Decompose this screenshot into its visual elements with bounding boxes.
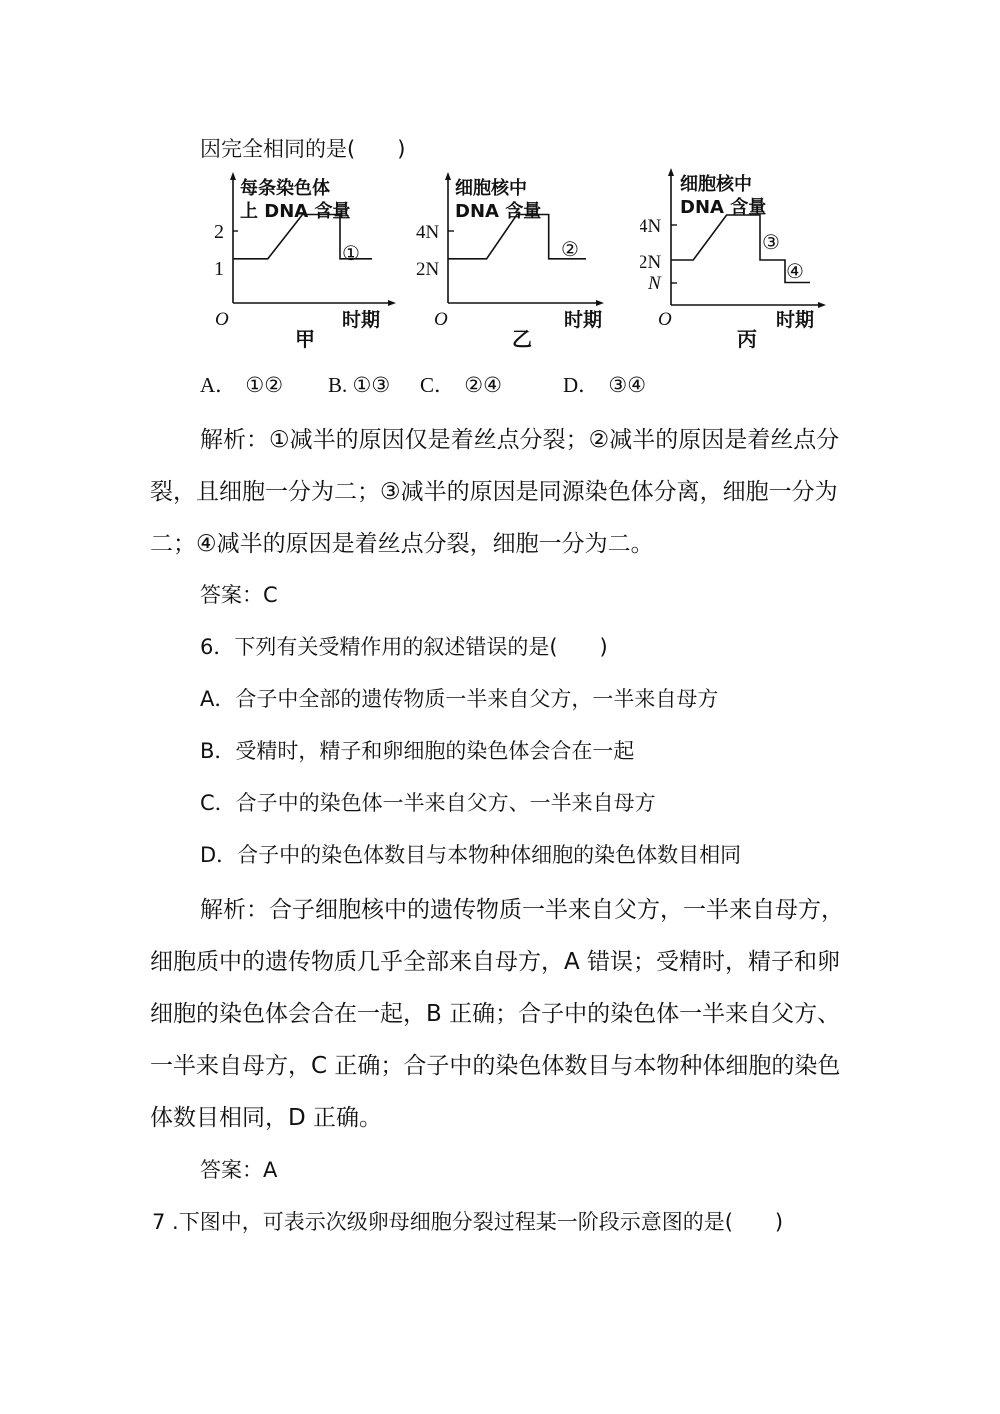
- graph-bing: [640, 168, 850, 362]
- option-text: ①③: [352, 373, 391, 397]
- q6-option-c: C．合子中的染色体一半来自父方、一半来自母方: [200, 791, 656, 815]
- graph-jia-svg: [200, 168, 400, 358]
- q6-analysis-line: 细胞的染色体会合在一起，B 正确；合子中的染色体一半来自父方、: [150, 1001, 841, 1027]
- y-axis-arrow-icon: [230, 172, 236, 180]
- graph-title: 甲: [295, 327, 315, 351]
- origin-label: O: [658, 309, 672, 330]
- ytick-label: 2N: [416, 259, 440, 280]
- option-text: ②④: [464, 373, 502, 397]
- marker-label: ③: [762, 232, 780, 254]
- origin-label: O: [434, 309, 448, 330]
- xlabel: 时期: [564, 309, 603, 331]
- ylabel-line2: DNA 含量: [680, 197, 767, 218]
- ylabel-line2: 上 DNA 含量: [240, 201, 351, 222]
- q5-stem-tail: 因完全相同的是( ): [200, 137, 406, 161]
- graph-bing-svg: [640, 168, 850, 358]
- ytick-label: 2N: [640, 252, 662, 273]
- graph-yi: [412, 168, 622, 362]
- q6-answer: 答案：A: [200, 1158, 278, 1182]
- xlabel: 时期: [776, 309, 815, 331]
- x-axis-arrow-icon: [388, 300, 396, 306]
- graph-title: 丙: [737, 327, 757, 351]
- option-letter: D．: [563, 373, 600, 397]
- y-axis-arrow-icon: [668, 168, 674, 176]
- ylabel-line1: 细胞核中: [680, 174, 752, 195]
- marker-label: ④: [786, 261, 804, 283]
- q6-analysis-line: 细胞质中的遗传物质几乎全部来自母方，A 错误；受精时，精子和卵: [150, 949, 841, 975]
- ylabel-line1: 细胞核中: [455, 178, 527, 199]
- ytick-label: N: [648, 273, 661, 294]
- graph-jia: [200, 168, 400, 362]
- option-letter: A．: [200, 373, 237, 397]
- ylabel-line1: 每条染色体: [240, 178, 330, 199]
- q5-analysis-line: 裂，且细胞一分为二；③减半的原因是同源染色体分离，细胞一分为: [150, 479, 838, 505]
- q6-option-b: B．受精时，精子和卵细胞的染色体会合在一起: [200, 739, 635, 763]
- q6-option-d: D．合子中的染色体数目与本物种体细胞的染色体数目相同: [200, 843, 742, 867]
- x-axis-arrow-icon: [596, 300, 604, 306]
- q5-option-a: [200, 370, 283, 400]
- marker-label: ①: [342, 243, 360, 265]
- option-letter: B.: [328, 373, 348, 397]
- q5-option-d: [563, 370, 646, 400]
- ytick-label: 1: [214, 258, 224, 280]
- ytick-label: 4N: [640, 216, 662, 237]
- ytick-label: 2: [214, 221, 224, 243]
- origin-label: O: [215, 309, 229, 330]
- q6-stem: 6．下列有关受精作用的叙述错误的是( ): [200, 635, 608, 659]
- option-text: ③④: [608, 373, 647, 397]
- q5-option-c: [420, 370, 502, 400]
- q5-analysis-line: 解析：①减半的原因仅是着丝点分裂；②减半的原因是着丝点分: [200, 427, 840, 453]
- q5-answer: 答案：C: [200, 583, 278, 607]
- xlabel: 时期: [342, 309, 381, 331]
- graph-title: 乙: [512, 327, 532, 351]
- option-text: ①②: [245, 373, 284, 397]
- q7-stem: 7 .下图中，可表示次级卵母细胞分裂过程某一阶段示意图的是( ): [152, 1210, 784, 1234]
- marker-label: ②: [561, 239, 579, 261]
- q6-analysis-line: 一半来自母方，C 正确；合子中的染色体数目与本物种体细胞的染色: [150, 1053, 841, 1079]
- ylabel-line2: DNA 含量: [455, 201, 542, 222]
- q6-analysis-line: 体数目相同，D 正确。: [150, 1105, 383, 1131]
- q5-analysis-line: 二；④减半的原因是着丝点分裂，细胞一分为二。: [150, 531, 654, 557]
- q6-analysis-line: 解析：合子细胞核中的遗传物质一半来自父方，一半来自母方，: [200, 897, 844, 923]
- graph-yi-svg: [412, 168, 622, 358]
- q5-option-b: [328, 370, 390, 400]
- option-letter: C．: [420, 373, 456, 397]
- ytick-label: 4N: [416, 222, 440, 243]
- y-axis-arrow-icon: [445, 172, 451, 180]
- x-axis-arrow-icon: [818, 302, 826, 308]
- q6-option-a: A．合子中全部的遗传物质一半来自父方，一半来自母方: [200, 687, 719, 711]
